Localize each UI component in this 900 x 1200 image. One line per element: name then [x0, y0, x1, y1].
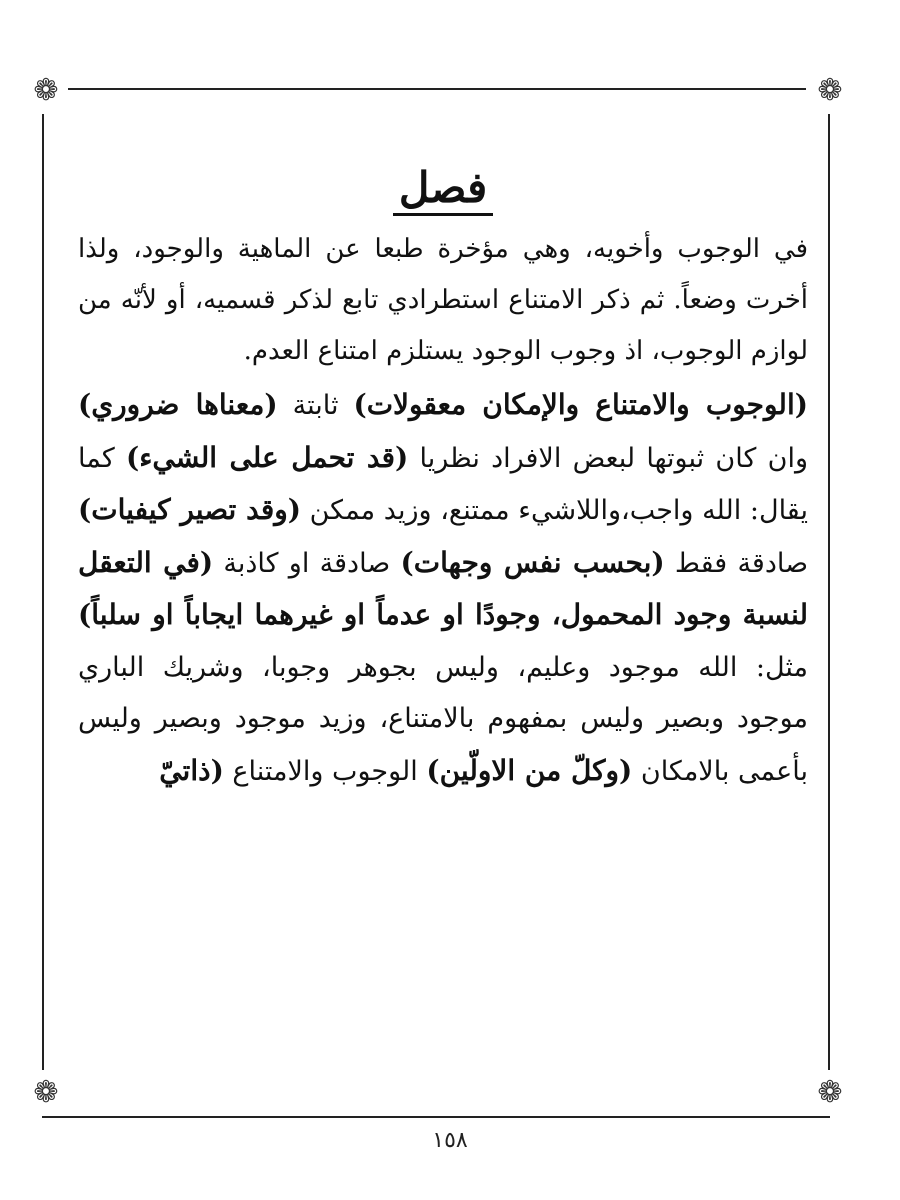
body-text: صادقة او كاذبة	[213, 547, 401, 579]
main-paragraph	[78, 379, 808, 797]
bold-text: (وقد تصير كيفيات)	[78, 493, 301, 527]
body-text: صادقة فقط	[664, 547, 809, 579]
bold-text: (ذاتيّ	[159, 753, 224, 787]
corner-ornament-icon: ❁	[22, 1070, 68, 1116]
body-text: وان كان ثبوتها لبعض الافراد نظريا	[408, 442, 808, 474]
corner-ornament-icon: ❁	[806, 68, 852, 114]
corner-ornament-icon: ❁	[806, 1070, 852, 1116]
bold-text: (بحسب نفس وجهات)	[400, 545, 665, 579]
bold-text: (الوجوب والامتناع والإمكان معقولات)	[353, 388, 808, 422]
body-text: كما يقال: الله واجب،واللاشيء ممتنع، وزيد ممكن	[78, 442, 808, 527]
bold-text: (قد تحمل على الشيء)	[125, 440, 409, 474]
body-text: الوجوب والامتناع	[223, 755, 427, 787]
body-text: ثابتة	[277, 390, 354, 422]
page-content	[78, 165, 808, 797]
bold-text: (وكلّ من الاولّين)	[426, 753, 633, 787]
section-heading: فصل	[78, 165, 808, 216]
corner-ornament-icon: ❁	[22, 68, 68, 114]
body-text: مثل: الله موجود وعليم، وليس بجوهر وجوبا، وشريك الباري موجود وبصير وليس بمفهوم بالامتناع، وزيد موجود وبصير وليس بأعمى بالامكان	[78, 651, 808, 787]
bold-text: (في التعقل لنسبة وجود المحمول، وجودًا او عدماً او غيرهما ايجاباً او سلباً)	[78, 545, 808, 632]
bold-text: (معناها ضروري)	[78, 388, 278, 422]
intro-paragraph: في الوجوب وأخويه، وهي مؤخرة طبعا عن الماهية والوجود، ولذا أخرت وضعاً. ثم ذكر الامتناع استطرادي تابع لذكر قسميه، أو لأنّه من لوازم الوجوب، اذ وجوب الوجود يستلزم امتناع العدم.	[78, 234, 808, 367]
page-number: ١٥٨	[432, 1128, 468, 1153]
